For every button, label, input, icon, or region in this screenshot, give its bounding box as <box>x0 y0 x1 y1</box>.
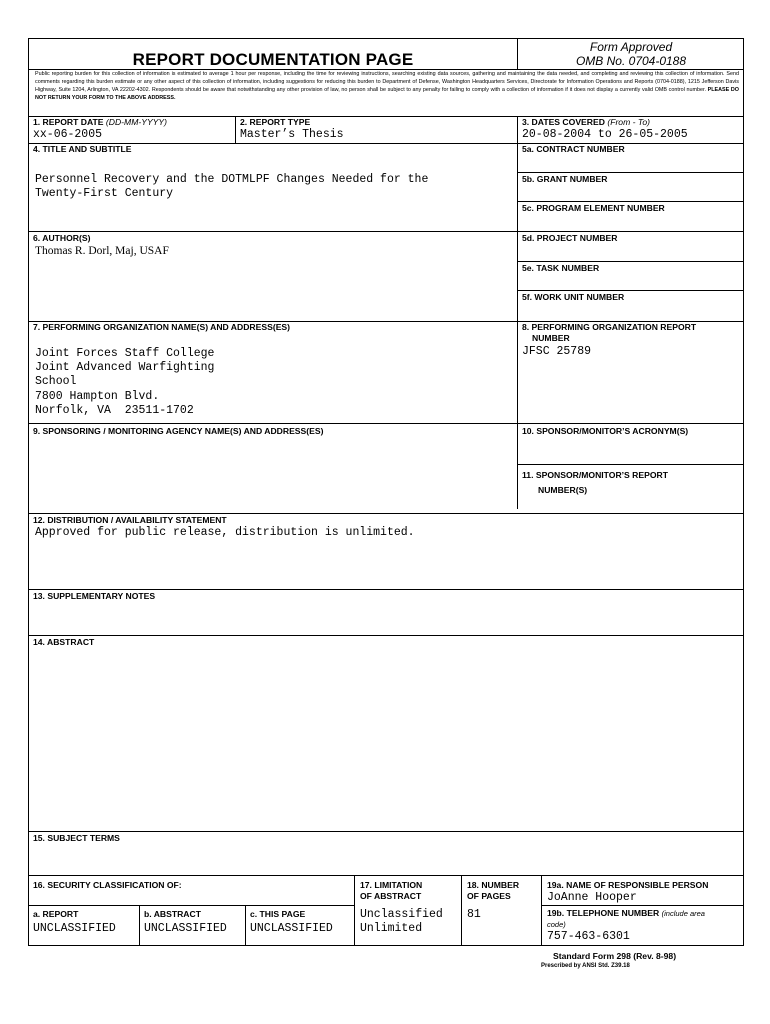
performing-org-line1[interactable]: Joint Forces Staff College <box>35 347 215 360</box>
telephone-label: 19b. TELEPHONE NUMBER (include area code) <box>547 908 705 929</box>
pages-label: 18. NUMBER OF PAGES <box>467 880 520 901</box>
rule-5d-bottom <box>517 261 743 262</box>
rule-row1-v1 <box>235 116 236 143</box>
report-type-field[interactable]: Master’s Thesis <box>240 128 344 141</box>
report-date-field[interactable]: xx-06-2005 <box>33 128 103 141</box>
authors-label: 6. AUTHOR(S) <box>33 233 91 243</box>
rule-distribution-top <box>29 513 743 514</box>
rule-abstract-top <box>29 635 743 636</box>
performing-org-line4[interactable]: 7800 Hampton Blvd. <box>35 390 160 403</box>
rule-sponsor-top <box>29 423 743 424</box>
title-field-line2[interactable]: Twenty-First Century <box>35 187 174 200</box>
performing-report-label: 8. PERFORMING ORGANIZATION REPORT NUMBER <box>522 322 697 343</box>
report-documentation-form <box>28 38 744 946</box>
rule-limit-left <box>354 875 355 945</box>
rule-subject-top <box>29 831 743 832</box>
rule-right-column <box>517 116 518 509</box>
pages-field[interactable]: 81 <box>467 908 481 921</box>
form-approved-block <box>517 40 745 68</box>
report-class-label: a. REPORT <box>33 909 79 919</box>
rule-authors-top <box>29 231 743 232</box>
rule-supplementary-top <box>29 589 743 590</box>
rule-5a-bottom <box>517 172 743 173</box>
abstract-class-field[interactable]: UNCLASSIFIED <box>144 922 227 935</box>
rule-10-bottom <box>517 464 743 465</box>
report-type-label: 2. REPORT TYPE <box>240 117 311 127</box>
security-classification-label: 16. SECURITY CLASSIFICATION OF: <box>33 880 182 890</box>
responsible-person-field[interactable]: JoAnne Hooper <box>547 891 637 904</box>
sponsor-acronym-label: 10. SPONSOR/MONITOR’S ACRONYM(S) <box>522 426 689 436</box>
authors-field[interactable]: Thomas R. Dorl, Maj, USAF <box>35 245 169 257</box>
rule-security-v2 <box>245 905 246 945</box>
report-class-field[interactable]: UNCLASSIFIED <box>33 922 116 935</box>
performing-org-line2[interactable]: Joint Advanced Warfighting <box>35 361 215 374</box>
omb-number: OMB No. 0704-0188 <box>575 54 687 68</box>
dates-covered-label: 3. DATES COVERED (From - To) <box>522 117 650 127</box>
prescribed-by-label: Prescribed by ANSI Std. Z39.18 <box>541 963 630 969</box>
responsible-person-label: 19a. NAME OF RESPONSIBLE PERSON <box>547 880 709 890</box>
dates-covered-field[interactable]: 20-08-2004 to 26-05-2005 <box>522 128 688 141</box>
form-title: REPORT DOCUMENTATION PAGE <box>132 50 414 69</box>
page-class-label: c. THIS PAGE <box>250 909 306 919</box>
form-approved-label: Form Approved <box>589 40 673 54</box>
title-field-line1[interactable]: Personnel Recovery and the DOTMLPF Changes Needed for the <box>35 173 429 186</box>
performing-org-label: 7. PERFORMING ORGANIZATION NAME(S) AND ADDRESS(ES) <box>33 322 291 332</box>
rule-5b-bottom <box>517 201 743 202</box>
sponsoring-agency-label: 9. SPONSORING / MONITORING AGENCY NAME(S) AND ADDRESS(ES) <box>33 426 324 436</box>
limitation-label: 17. LIMITATION OF ABSTRACT <box>360 880 423 901</box>
limitation-field-line1[interactable]: Unclassified <box>360 908 443 921</box>
distribution-label: 12. DISTRIBUTION / AVAILABILITY STATEMENT <box>33 515 227 525</box>
rule-title-top <box>29 143 743 144</box>
performing-report-field[interactable]: JFSC 25789 <box>522 345 592 358</box>
work-unit-label: 5f. WORK UNIT NUMBER <box>522 292 625 302</box>
standard-form-label: Standard Form 298 (Rev. 8-98) <box>553 951 677 961</box>
performing-org-line5[interactable]: Norfolk, VA 23511-1702 <box>35 404 194 417</box>
rule-security-mid <box>29 905 354 906</box>
abstract-class-label: b. ABSTRACT <box>144 909 201 919</box>
grant-number-label: 5b. GRANT NUMBER <box>522 174 608 184</box>
subject-terms-label: 15. SUBJECT TERMS <box>33 833 120 843</box>
burden-notice-text: Public reporting burden for this collection of information is estimated to average 1 hour per response, including the time for reviewing instructions, searching existing data sources, gathering and maintaining the data needed, and completing and reviewing this collection of information. Send comments regarding this burden estimate or any other aspect of this collection of information, including suggestions for reducing this burden to Department of Defense, Washington Headquarters Services, Directorate for Information Operations and Reports (0704-0188), 1215 Jefferson Davis Highway, Suite 1204, Arlington, VA 22202-4302. Respondents should be aware that notwithstanding any other provision of law, no person shall be subject to any penalty for failing to comply with a collection of information if it does not display a currently valid OMB control number. <box>35 71 739 93</box>
distribution-field[interactable]: Approved for public release, distribution is unlimited. <box>35 526 415 539</box>
performing-org-line3[interactable]: School <box>35 375 77 388</box>
rule-person-left <box>541 875 542 945</box>
rule-5e-bottom <box>517 290 743 291</box>
sponsor-report-label: 11. SPONSOR/MONITOR’S REPORT NUMBER(S) <box>522 470 668 495</box>
rule-security-top <box>29 875 743 876</box>
abstract-label: 14. ABSTRACT <box>33 637 95 647</box>
rule-pages-left <box>461 875 462 945</box>
contract-number-label: 5a. CONTRACT NUMBER <box>522 144 625 154</box>
telephone-field[interactable]: 757-463-6301 <box>547 930 630 943</box>
supplementary-label: 13. SUPPLEMENTARY NOTES <box>33 591 156 601</box>
rule-person-mid <box>541 905 743 906</box>
title-label: 4. TITLE AND SUBTITLE <box>33 144 132 154</box>
burden-notice <box>35 70 739 102</box>
header-divider <box>517 39 518 69</box>
page-class-field[interactable]: UNCLASSIFIED <box>250 922 333 935</box>
report-date-label: 1. REPORT DATE (DD-MM-YYYY) <box>33 117 168 127</box>
limitation-field-line2[interactable]: Unlimited <box>360 922 423 935</box>
project-number-label: 5d. PROJECT NUMBER <box>522 233 618 243</box>
burden-notice-warning: PLEASE DO NOT RETURN YOUR FORM TO THE ABOVE ADDRESS. <box>35 87 739 101</box>
rule-security-v1 <box>139 905 140 945</box>
program-element-label: 5c. PROGRAM ELEMENT NUMBER <box>522 203 665 213</box>
task-number-label: 5e. TASK NUMBER <box>522 263 600 273</box>
